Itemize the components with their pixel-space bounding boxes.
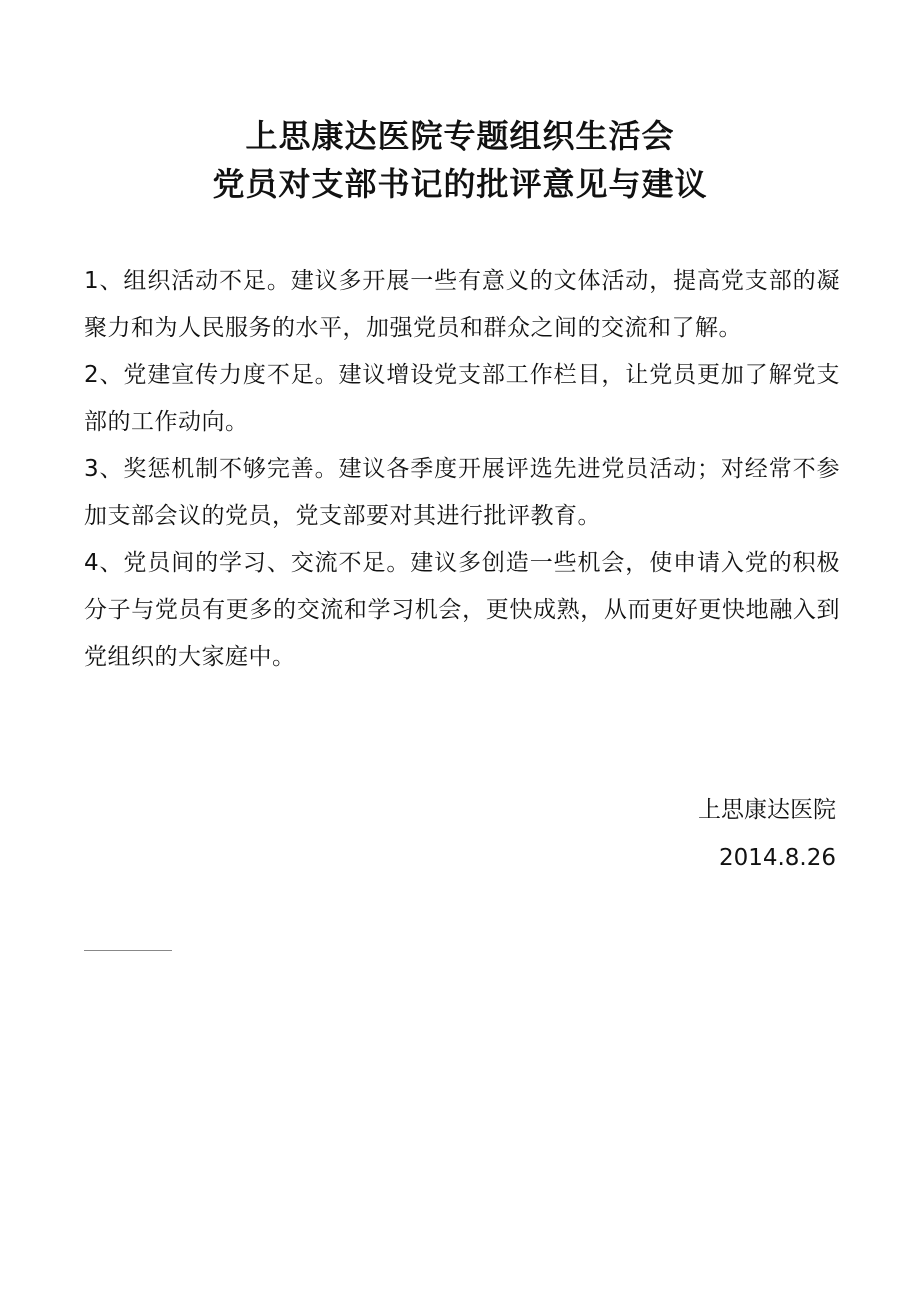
title-line-1: 上思康达医院专题组织生活会: [245, 117, 675, 155]
signature-date: 2014.8.26: [718, 845, 836, 871]
item-2: 2、党建宣传力度不足。建议增设党支部工作栏目，让党员更加了解党支部的工作动向。: [84, 362, 840, 435]
signature-block: [698, 786, 836, 882]
title-line-2: 党员对支部书记的批评意见与建议: [212, 165, 708, 203]
item-4: 4、党员间的学习、交流不足。建议多创造一些机会，使申请入党的积极分子与党员有更多的交流和学习机会，更快成熟，从而更好更快地融入到党组织的大家庭中。: [84, 550, 840, 670]
item-1: 1、组织活动不足。建议多开展一些有意义的文体活动，提高党支部的凝聚力和为人民服务的水平，加强党员和群众之间的交流和了解。: [84, 268, 840, 341]
signature-organization: 上思康达医院: [698, 797, 836, 823]
document-body: [84, 258, 840, 681]
footnote-divider: [84, 950, 172, 951]
item-3: 3、奖惩机制不够完善。建议各季度开展评选先进党员活动；对经常不参加支部会议的党员，党支部要对其进行批评教育。: [84, 456, 840, 529]
document-title: [0, 112, 920, 208]
